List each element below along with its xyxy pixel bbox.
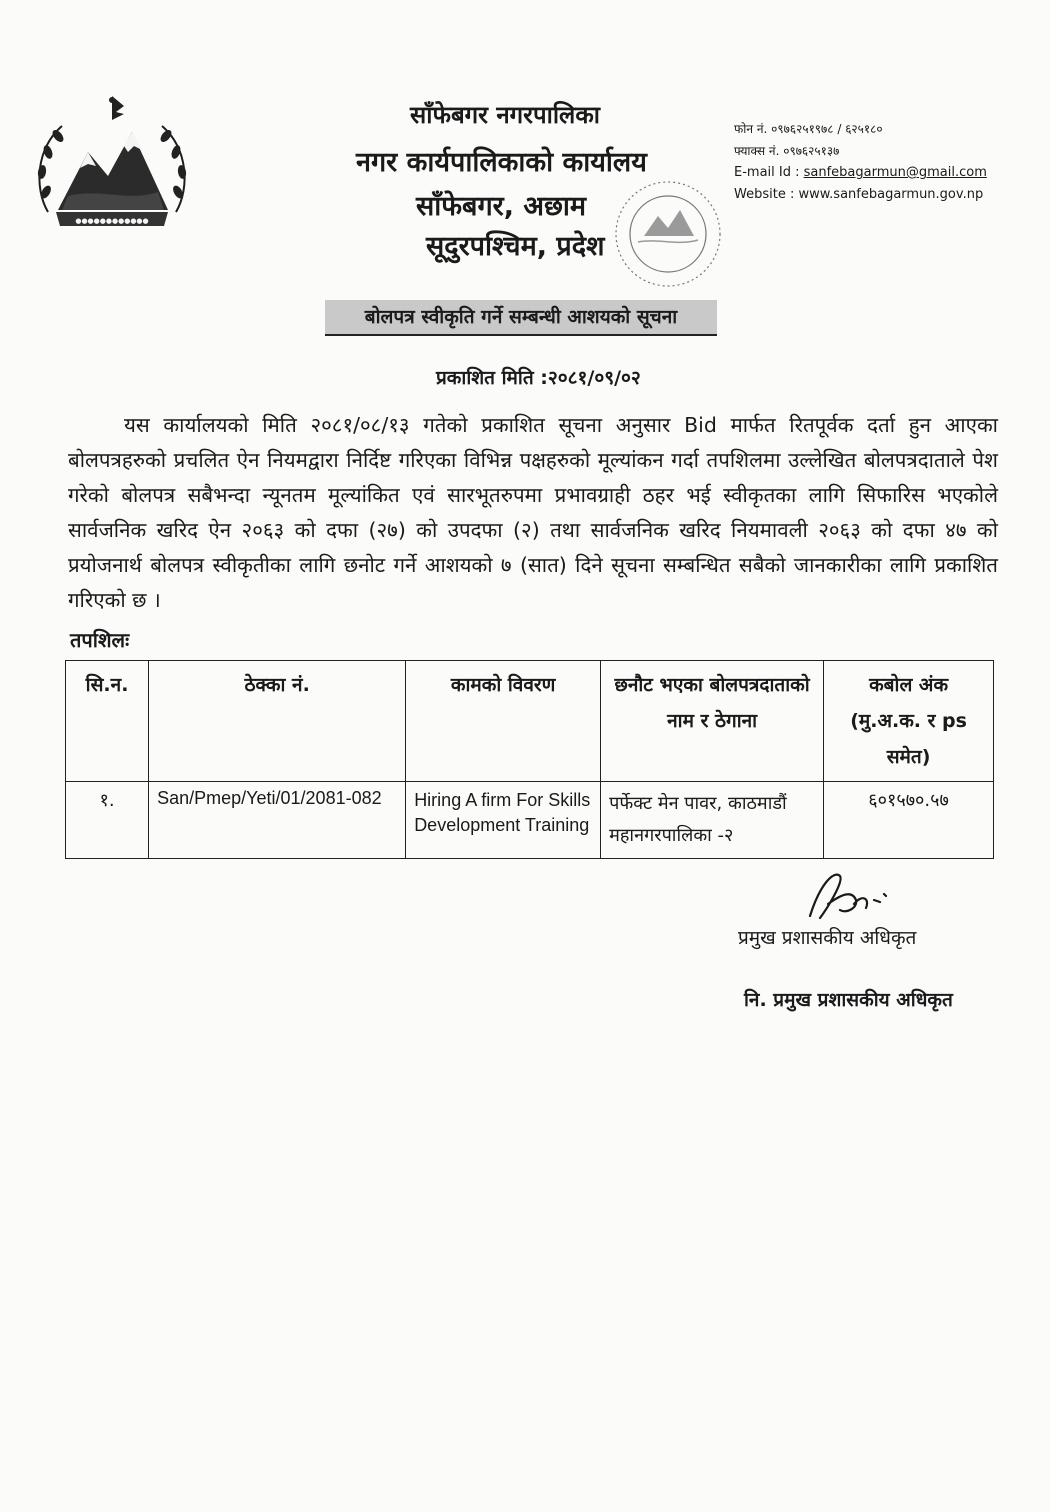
svg-text:●●●●●●●●●●●●: ●●●●●●●●●●●● [75,217,149,225]
cell-description: Hiring A firm For Skills Development Training [406,782,601,859]
header-amount: कबोल अंक (मु.अ.क. र ps समेत) [824,661,994,782]
table-row [66,782,994,859]
table-header-row [66,661,994,782]
office-name: नगर कार्यपालिकाको कार्यालय [356,147,647,178]
cell-contract-no: San/Pmep/Yeti/01/2081-082 [149,782,406,859]
header-description: कामको विवरण [406,661,601,782]
phone-number: फोन नं. ०९७६२५१९७८ / ६२५१८० [734,122,883,136]
office-province: सूदुरपश्चिम, प्रदेश [426,231,605,262]
signature [790,864,900,924]
office-stamp [598,172,738,312]
header-contract-no: ठेक्का नं. [149,661,406,782]
office-location: साँफेबगर, अछाम [416,191,587,222]
cell-serial: १. [66,782,149,859]
schedule-label: तपशिलः [70,628,130,652]
schedule-table [65,660,994,859]
email-row [734,162,987,184]
published-date: प्रकाशित मिति :२०८१/०९/०२ [436,367,641,389]
header-serial: सि.न. [66,661,149,782]
cell-amount: ६०१५७०.५७ [824,782,994,859]
header-bidder: छनौट भएका बोलपत्रदाताको नाम र ठेगाना [601,661,824,782]
notice-title: बोलपत्र स्वीकृति गर्ने सम्बन्धी आशयको सूचना [325,300,717,336]
cell-bidder: पर्फेक्ट मेन पावर, काठमाडौं महानगरपालिका -२ [601,782,824,859]
municipality-emblem [28,92,196,252]
notice-body: यस कार्यालयको मिति २०८१/०८/१३ गतेको प्रकाशित सूचना अनुसार Bid मार्फत रितपूर्वक दर्ता हुन आएका बोलपत्रहरुको प्रचलित ऐन नियमद्वारा निर्दिष्ट गरिएका विभिन्न पक्षहरुको मूल्यांकन गर्दा तपशिलमा उल्लेखित बोलपत्रदाताले पेश गरेको बोलपत्र सबैभन्दा न्यूनतम मूल्यांकित एवं सारभूतरुपमा प्रभावग्राही ठहर भई स्वीकृतका लागि सिफारिस भएकोले सार्वजनिक खरिद ऐन २०६३ को दफा (२७) को उपदफा (२) तथा सार्वजनिक खरिद नियमावली २०६३ को दफा ४७ को प्रयोजनार्थ बोलपत्र स्वीकृतीका लागि छनोट गर्ने आशयको ७ (सात) दिने सूचना सम्बन्धित सबैको जानकारीका लागि प्रकाशित गरिएको छ । [68,413,998,612]
contact-info [734,118,987,206]
acting-signatory-title: नि. प्रमुख प्रशासकीय अधिकृत [744,989,953,1011]
email-label: E-mail Id : [734,165,804,180]
website-link[interactable]: Website : www.sanfebagarmun.gov.np [734,187,984,202]
email-link[interactable]: sanfebagarmun@gmail.com [803,165,987,180]
signatory-title: प्रमुख प्रशासकीय अधिकृत [738,927,917,949]
fax-number: फ्याक्स नं. ०९७६२५१३७ [734,144,840,158]
municipality-name: साँफेबगर नगरपालिका [410,101,600,129]
